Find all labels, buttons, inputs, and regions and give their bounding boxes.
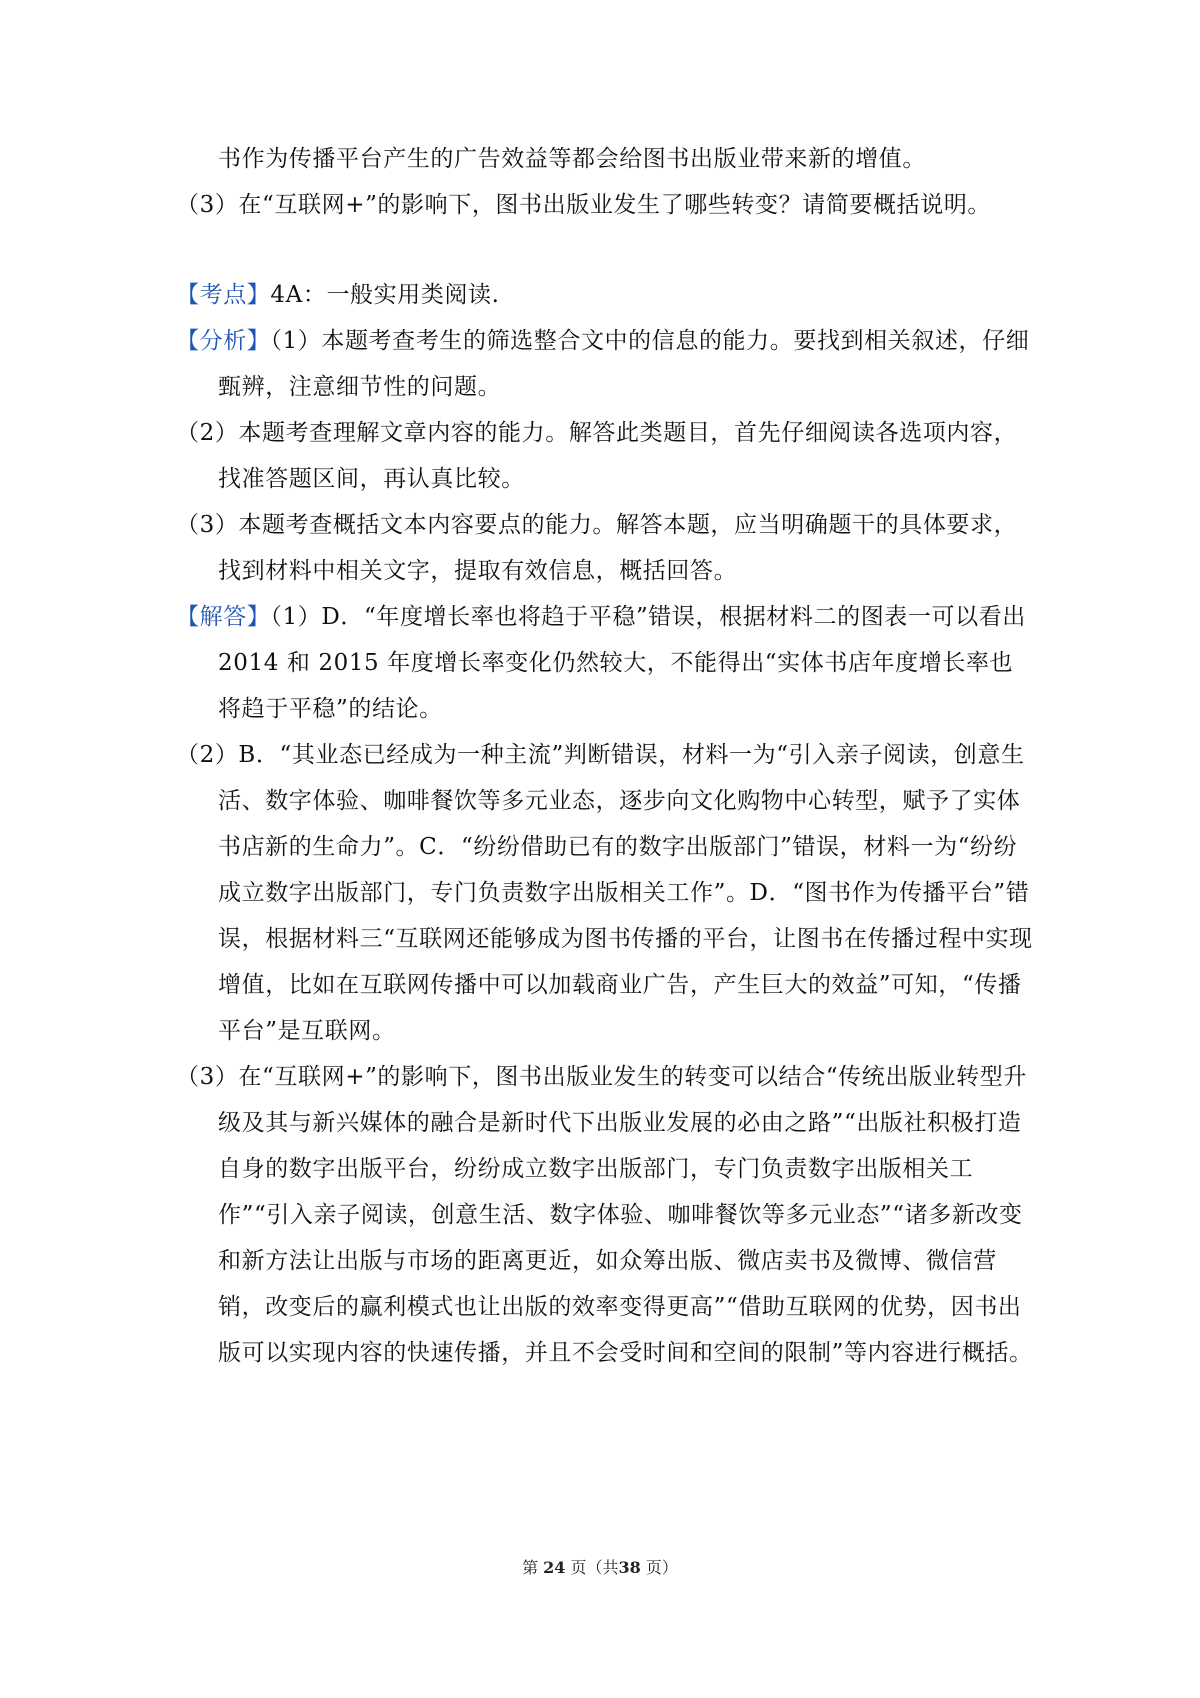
footer-suffix: 页） xyxy=(645,1558,678,1577)
question-continued-line: 书作为传播平台产生的广告效益等都会给图书出版业带来新的增值。 xyxy=(218,146,926,172)
fenxi-p2: （2）本题考查理解文章内容的能力。解答此类题目，首先仔细阅读各选项内容，找准答题区间，再认真比较。 xyxy=(176,420,1018,492)
footer-prefix: 第 xyxy=(522,1558,539,1577)
spacer xyxy=(176,228,1036,272)
footer-total-pages: 38 xyxy=(618,1558,641,1577)
fenxi-section xyxy=(176,318,1036,410)
page-footer xyxy=(0,1555,1200,1578)
fenxi-p3: （3）本题考查概括文本内容要点的能力。解答本题，应当明确题干的具体要求，找到材料中相关文字，提取有效信息，概括回答。 xyxy=(176,512,1018,584)
jieda-p2: （2）B．“其业态已经成为一种主流”判断错误，材料一为“引入亲子阅读，创意生活、数字体验、咖啡餐饮等多元业态，逐步向文化购物中心转型，赋予了实体书店新的生命力”。C．“纷纷借助已有的数字出版部门”错误，材料一为“纷纷成立数字出版部门，专门负责数字出版相关工作”。D．“图书作为传播平台”错误，根据材料三“互联网还能够成为图书传播的平台，让图书在传播过程中实现增值，比如在互联网传播中可以加载商业广告，产生巨大的效益”可知，“传播平台”是互联网。 xyxy=(176,742,1033,1044)
jieda-p3: （3）在“互联网+”的影响下，图书出版业发生的转变可以结合“传统出版业转型升级及其与新兴媒体的融合是新时代下出版业发展的必由之路”“出版社积极打造自身的数字出版平台，纷纷成立数字出版部门，专门负责数字出版相关工作”“引入亲子阅读，创意生活、数字体验、咖啡餐饮等多元业态”“诸多新改变和新方法让出版与市场的距离更近，如众筹出版、微店卖书及微博、微信营销，改变后的赢利模式也让出版的效率变得更高”“借助互联网的优势，因书出版可以实现内容的快速传播，并且不会受时间和空间的限制”等内容进行概括。 xyxy=(176,1064,1033,1366)
question-3: （3）在“互联网+”的影响下，图书出版业发生了哪些转变？请简要概括说明。 xyxy=(176,192,992,218)
kaodian-section xyxy=(176,272,1036,318)
kaodian-text: 4A：一般实用类阅读. xyxy=(270,282,500,308)
jieda-tag: 【解答】 xyxy=(176,604,271,630)
jieda-section xyxy=(176,594,1036,732)
footer-middle: 页（共 xyxy=(570,1558,619,1577)
footer-page-number: 24 xyxy=(543,1558,566,1577)
document-content xyxy=(176,136,1036,1376)
fenxi-tag: 【分析】 xyxy=(176,328,271,354)
kaodian-tag: 【考点】 xyxy=(176,282,271,308)
fenxi-p1: （1）本题考查考生的筛选整合文中的信息的能力。要找到相关叙述，仔细甄辨，注意细节性的问题。 xyxy=(218,328,1030,400)
jieda-p1: （1）D．“年度增长率也将趋于平稳”错误，根据材料二的图表一可以看出 2014 和 2015 年度增长率变化仍然较大，不能得出“实体书店年度增长率也将趋于平稳”的结论。 xyxy=(218,604,1026,722)
